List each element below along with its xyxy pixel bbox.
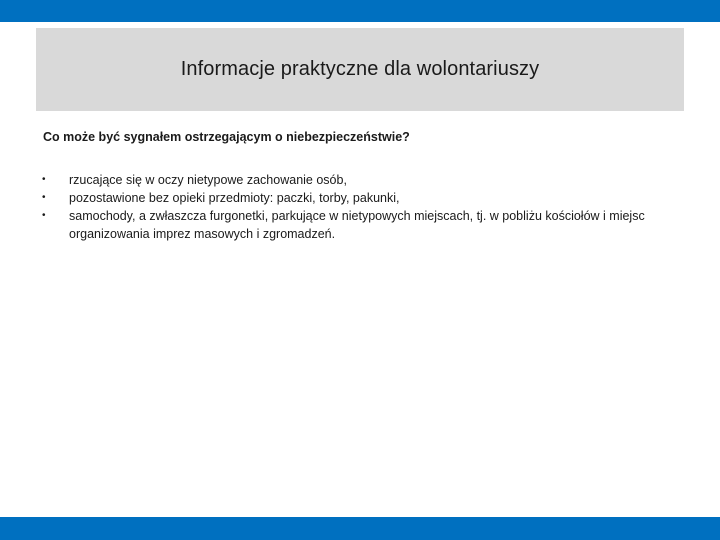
bullet-text: pozostawione bez opieki przedmioty: paczki, torby, pakunki,	[69, 191, 400, 205]
bullet-item	[42, 189, 682, 207]
bullet-item	[42, 207, 682, 243]
top-accent-bar	[0, 0, 720, 22]
bullet-dot-icon: •	[42, 210, 46, 221]
bullet-item	[42, 171, 682, 189]
question-heading: Co może być sygnałem ostrzegającym o niebezpieczeństwie?	[43, 130, 410, 144]
bottom-accent-bar	[0, 517, 720, 540]
bullet-text: rzucające się w oczy nietypowe zachowanie osób,	[69, 173, 347, 187]
bullet-text: samochody, a zwłaszcza furgonetki, parkujące w nietypowych miejscach, tj. w pobliżu kościołów i miejsc organizowania imprez masowych i zgromadzeń.	[69, 209, 645, 241]
bullet-list	[42, 171, 682, 243]
bullet-dot-icon: •	[42, 174, 46, 185]
title-banner	[36, 28, 684, 111]
slide-title: Informacje praktyczne dla wolontariuszy	[180, 58, 540, 80]
bullet-dot-icon: •	[42, 192, 46, 203]
